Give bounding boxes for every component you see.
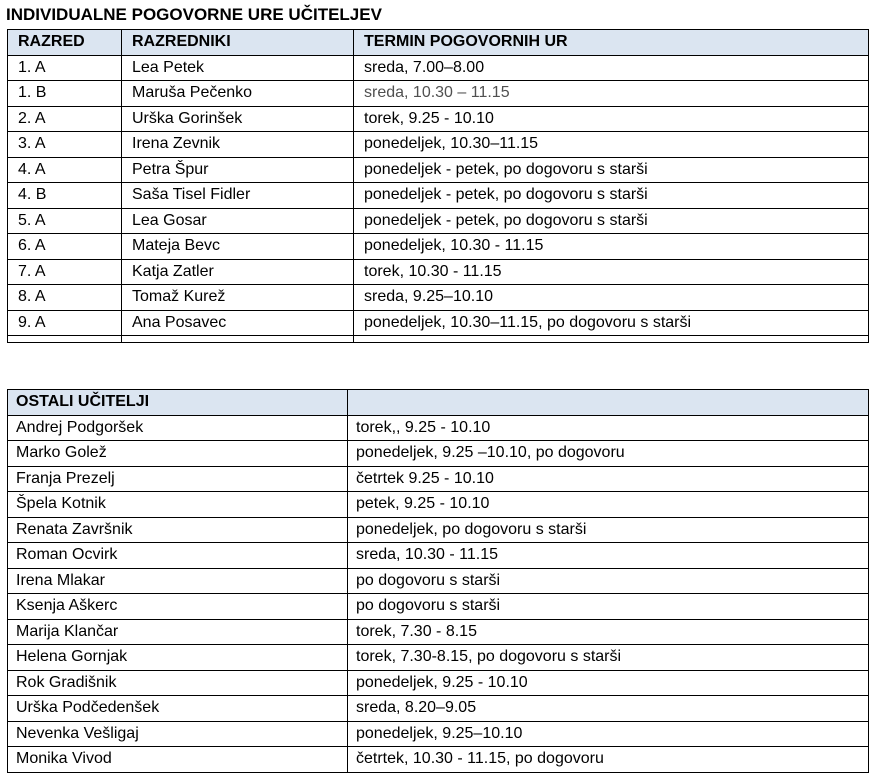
time-cell: ponedeljek - petek, po dogovoru s starši <box>354 183 869 209</box>
class-cell: 7. A <box>8 259 122 285</box>
teacher-cell: Franja Prezelj <box>8 466 348 492</box>
class-cell: 6. A <box>8 234 122 260</box>
time-cell: torek, 10.30 - 11.15 <box>354 259 869 285</box>
time-cell: četrtek, 10.30 - 11.15, po dogovoru <box>348 747 869 773</box>
time-cell: po dogovoru s starši <box>348 594 869 620</box>
teacher-cell: Lea Petek <box>122 55 354 81</box>
class-cell: 4. B <box>8 183 122 209</box>
table-row <box>8 466 869 492</box>
time-cell: sreda, 7.00–8.00 <box>354 55 869 81</box>
time-cell: sreda, 10.30 – 11.15 <box>354 81 869 107</box>
empty-cell <box>122 336 354 343</box>
class-cell: 4. A <box>8 157 122 183</box>
header-empty <box>348 390 869 416</box>
table-row <box>8 106 869 132</box>
table-row <box>8 157 869 183</box>
table-header-row <box>8 30 869 56</box>
table-row <box>8 543 869 569</box>
table-row <box>8 492 869 518</box>
class-cell: 1. B <box>8 81 122 107</box>
teacher-cell: Mateja Bevc <box>122 234 354 260</box>
teacher-cell: Tomaž Kurež <box>122 285 354 311</box>
class-cell: 2. A <box>8 106 122 132</box>
teacher-cell: Marko Golež <box>8 441 348 467</box>
header-class: RAZRED <box>8 30 122 56</box>
table-row <box>8 208 869 234</box>
time-cell: četrtek 9.25 - 10.10 <box>348 466 869 492</box>
time-cell: torek,, 9.25 - 10.10 <box>348 415 869 441</box>
table-row <box>8 259 869 285</box>
time-cell: ponedeljek, 9.25–10.10 <box>348 721 869 747</box>
table-row <box>8 645 869 671</box>
time-cell: ponedeljek - petek, po dogovoru s starši <box>354 208 869 234</box>
table-row <box>8 517 869 543</box>
teacher-cell: Andrej Podgoršek <box>8 415 348 441</box>
other-teachers-table <box>7 389 869 773</box>
teacher-cell: Ksenja Aškerc <box>8 594 348 620</box>
time-cell: torek, 7.30 - 8.15 <box>348 619 869 645</box>
table-row <box>8 721 869 747</box>
time-cell: sreda, 8.20–9.05 <box>348 696 869 722</box>
time-cell: ponedeljek, 9.25 –10.10, po dogovoru <box>348 441 869 467</box>
table-row <box>8 234 869 260</box>
teacher-cell: Nevenka Vešligaj <box>8 721 348 747</box>
teacher-cell: Lea Gosar <box>122 208 354 234</box>
table-row <box>8 594 869 620</box>
empty-cell <box>8 336 122 343</box>
table-row <box>8 696 869 722</box>
table-row <box>8 55 869 81</box>
class-cell: 1. A <box>8 55 122 81</box>
teacher-cell: Maruša Pečenko <box>122 81 354 107</box>
page-title: INDIVIDUALNE POGOVORNE URE UČITELJEV <box>6 5 382 24</box>
time-cell: torek, 7.30-8.15, po dogovoru s starši <box>348 645 869 671</box>
time-cell: torek, 9.25 - 10.10 <box>354 106 869 132</box>
teacher-cell: Urška Gorinšek <box>122 106 354 132</box>
teacher-cell: Ana Posavec <box>122 310 354 336</box>
table-row <box>8 441 869 467</box>
table-row <box>8 132 869 158</box>
table-header-row <box>8 390 869 416</box>
class-cell: 5. A <box>8 208 122 234</box>
empty-cell <box>354 336 869 343</box>
teacher-cell: Katja Zatler <box>122 259 354 285</box>
time-cell: ponedeljek, 10.30–11.15 <box>354 132 869 158</box>
table-row <box>8 81 869 107</box>
table-row <box>8 670 869 696</box>
teacher-cell: Monika Vivod <box>8 747 348 773</box>
table-row <box>8 568 869 594</box>
time-cell: ponedeljek, 10.30–11.15, po dogovoru s starši <box>354 310 869 336</box>
time-cell: ponedeljek, 10.30 - 11.15 <box>354 234 869 260</box>
time-cell: ponedeljek, po dogovoru s starši <box>348 517 869 543</box>
time-cell: ponedeljek - petek, po dogovoru s starši <box>354 157 869 183</box>
teacher-cell: Irena Mlakar <box>8 568 348 594</box>
teacher-cell: Petra Špur <box>122 157 354 183</box>
teacher-cell: Irena Zevnik <box>122 132 354 158</box>
table-row <box>8 415 869 441</box>
teacher-cell: Marija Klančar <box>8 619 348 645</box>
time-cell: sreda, 10.30 - 11.15 <box>348 543 869 569</box>
table-row <box>8 619 869 645</box>
table-row <box>8 183 869 209</box>
teacher-cell: Renata Završnik <box>8 517 348 543</box>
teacher-cell: Špela Kotnik <box>8 492 348 518</box>
header-homeroom-teachers: RAZREDNIKI <box>122 30 354 56</box>
teacher-cell: Rok Gradišnik <box>8 670 348 696</box>
table-spacer-row <box>8 336 869 343</box>
table-row <box>8 285 869 311</box>
time-cell: petek, 9.25 - 10.10 <box>348 492 869 518</box>
time-cell: ponedeljek, 9.25 - 10.10 <box>348 670 869 696</box>
homeroom-teachers-table <box>7 29 869 343</box>
time-cell: sreda, 9.25–10.10 <box>354 285 869 311</box>
header-other-teachers: OSTALI UČITELJI <box>8 390 348 416</box>
class-cell: 8. A <box>8 285 122 311</box>
teacher-cell: Urška Podčedenšek <box>8 696 348 722</box>
time-cell: po dogovoru s starši <box>348 568 869 594</box>
teacher-cell: Helena Gornjak <box>8 645 348 671</box>
table-row <box>8 747 869 773</box>
table-row <box>8 310 869 336</box>
class-cell: 3. A <box>8 132 122 158</box>
class-cell: 9. A <box>8 310 122 336</box>
teacher-cell: Saša Tisel Fidler <box>122 183 354 209</box>
teacher-cell: Roman Ocvirk <box>8 543 348 569</box>
header-consultation-time: TERMIN POGOVORNIH UR <box>354 30 869 56</box>
